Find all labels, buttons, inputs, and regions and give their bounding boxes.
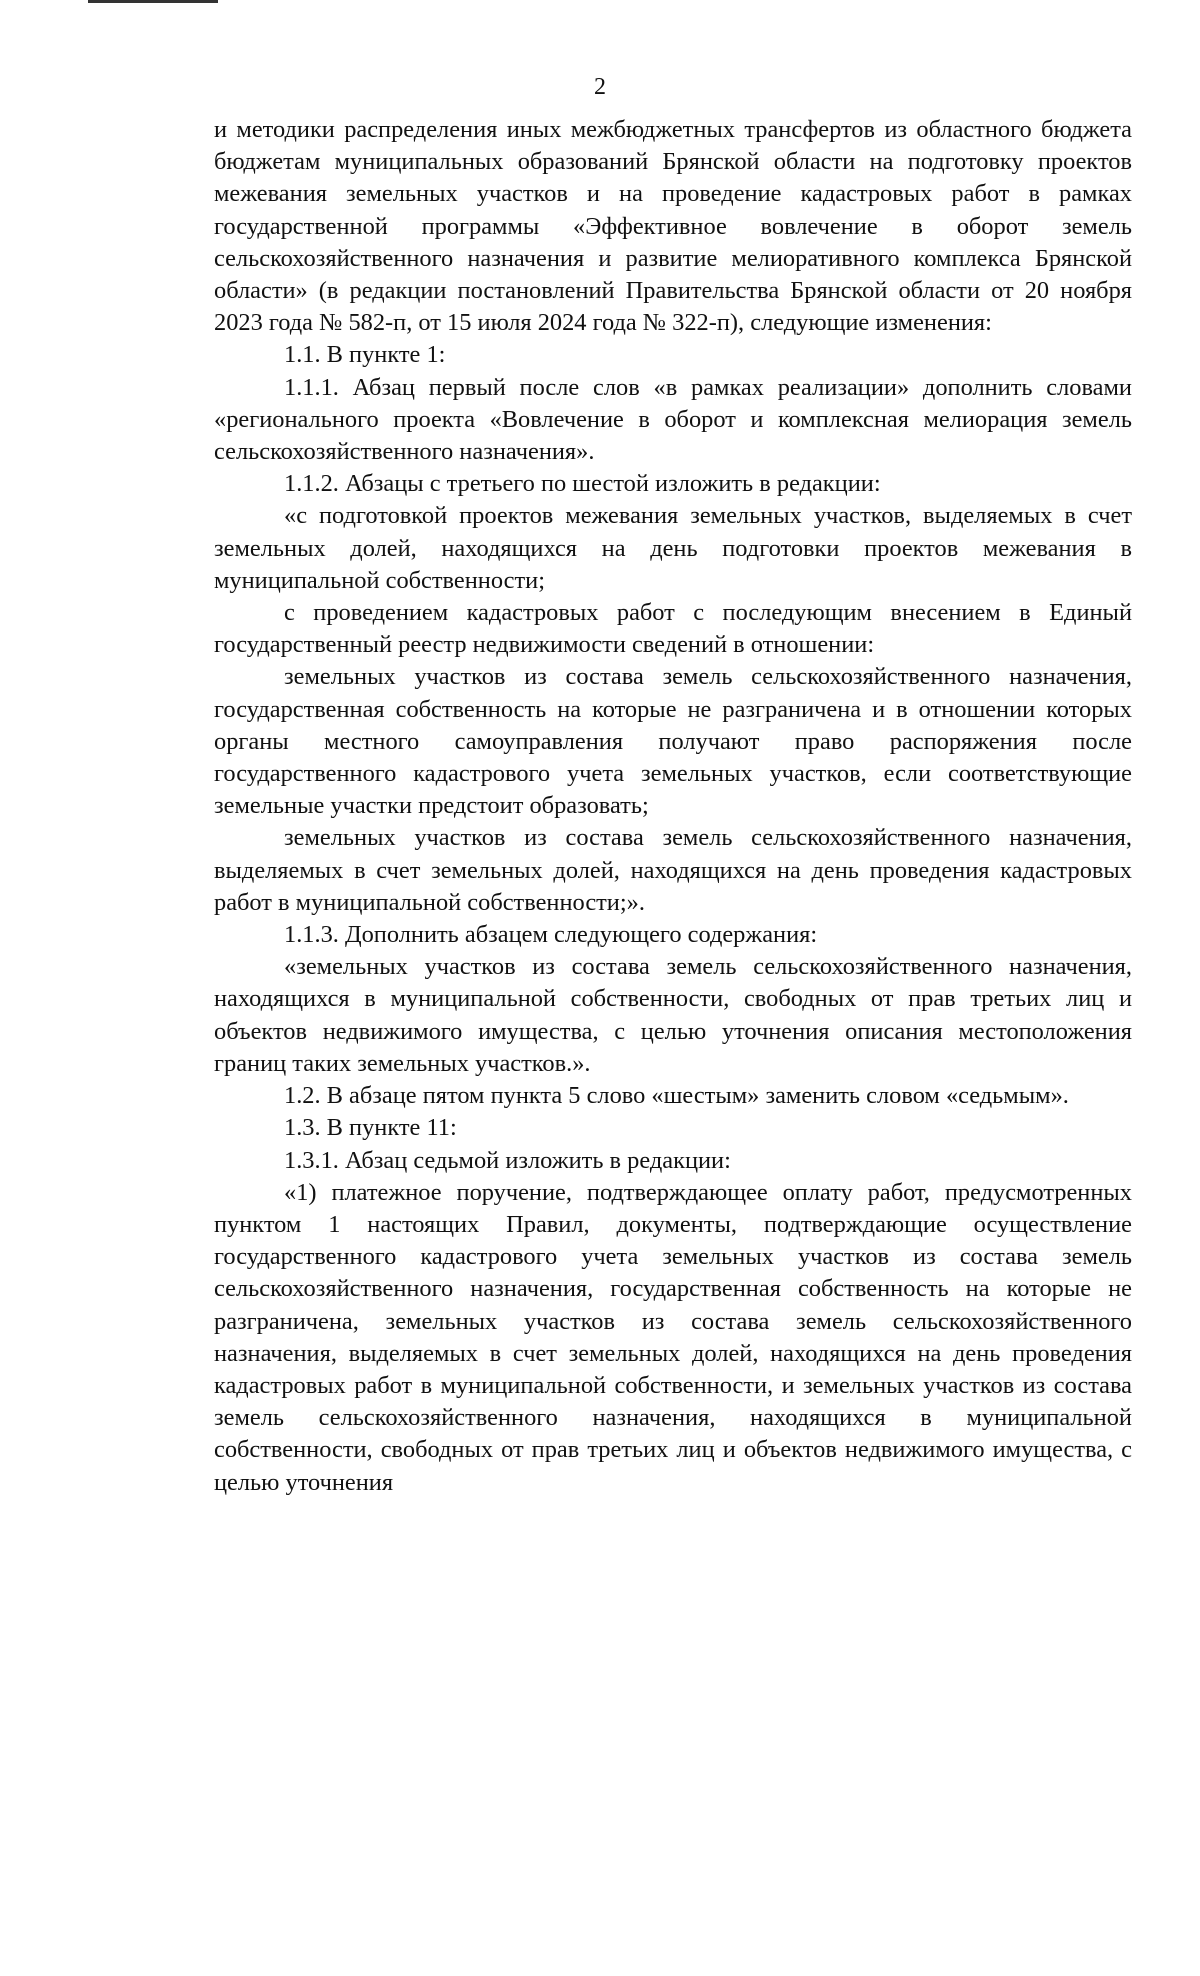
paragraph-item-1-1-2: 1.1.2. Абзацы с третьего по шестой изложить в редакции: (284, 470, 881, 498)
paragraph-item-1-3: 1.3. В пункте 11: (284, 1114, 457, 1142)
paragraph-item-1-3-1: 1.3.1. Абзац седьмой изложить в редакции: (284, 1146, 731, 1174)
paragraph-item-1-1: 1.1. В пункте 1: (284, 341, 446, 369)
paragraph-item-1-1-3: 1.1.3. Дополнить абзацем следующего содержания: (284, 921, 818, 949)
paragraph-quote-municipal-land: «земельных участков из состава земель сельскохозяйственного назначения, находящихся в муниципальной собственности, свободных от прав третьих лиц и объектов недвижимого имущества, с целью уточнения описания местоположения границ таких земельных участков.». (214, 953, 1132, 1077)
paragraph-intro-continuation: и методики распределения иных межбюджетных трансфертов из областного бюджета бюджетам муниципальных образований Брянской области на подготовку проектов межевания земельных участков и на проведение кадастровых работ в рамках государственной программы «Эффективное вовлечение в оборот земель сельскохозяйственного назначения и развитие мелиоративного комплекса Брянской области» (в редакции постановлений Правительства Брянской области от 20 ноября 2023 года № 582-п, от 15 июля 2024 года № 322-п), следующие изменения: (214, 116, 1132, 337)
paragraph-quote-undivided-land: земельных участков из состава земель сельскохозяйственного назначения, государственная собственность на которые не разграничена и в отношении которых органы местного самоуправления получают право распоряжения после государственного кадастрового учета земельных участков, если соответствующие земельные участки предстоит образовать; (214, 663, 1132, 820)
paragraph-quote-land-shares: земельных участков из состава земель сельскохозяйственного назначения, выделяемых в счет земельных долей, находящихся на день проведения кадастровых работ в муниципальной собственности;». (214, 824, 1132, 916)
paragraph-item-1-2: 1.2. В абзаце пятом пункта 5 слово «шестым» заменить словом «седьмым». (284, 1082, 1069, 1110)
page-number: 2 (594, 74, 606, 100)
paragraph-quote-cadastral-works: с проведением кадастровых работ с последующим внесением в Единый государственный реестр недвижимости сведений в отношении: (214, 599, 1132, 659)
paragraph-quote-survey-projects: «с подготовкой проектов межевания земельных участков, выделяемых в счет земельных долей, находящихся на день подготовки проектов межевания в муниципальной собственности; (214, 502, 1132, 594)
top-edge-rule (88, 0, 218, 3)
document-body (214, 114, 1132, 1499)
paragraph-quote-payment-order: «1) платежное поручение, подтверждающее оплату работ, предусмотренных пунктом 1 настоящих Правил, документы, подтверждающие осуществление государственного кадастрового учета земельных участков из состава земель сельскохозяйственного назначения, государственная собственность на которые не разграничена, земельных участков из состава земель сельскохозяйственного назначения, выделяемых в счет земельных долей, находящихся на день проведения кадастровых работ в муниципальной собственности, и земельных участков из состава земель сельскохозяйственного назначения, находящихся в муниципальной собственности, свободных от прав третьих лиц и объектов недвижимого имущества, с целью уточнения (214, 1178, 1132, 1496)
paragraph-item-1-1-1: 1.1.1. Абзац первый после слов «в рамках реализации» дополнить словами «регионального проекта «Вовлечение в оборот и комплексная мелиорация земель сельскохозяйственного назначения». (214, 373, 1132, 466)
